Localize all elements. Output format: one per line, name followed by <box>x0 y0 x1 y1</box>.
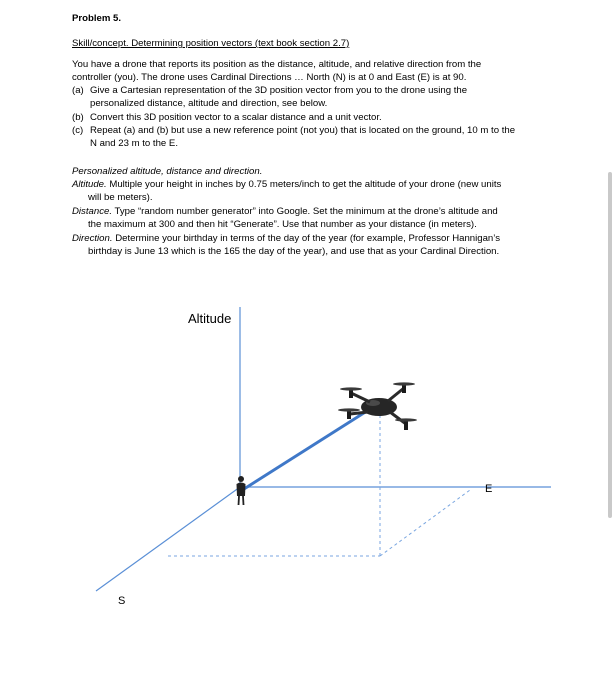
task-c-line-2: N and 23 m to the E. <box>90 138 178 149</box>
altitude-text-1: Multiple your height in inches by 0.75 meters/inch to get the altitude of your drone (new units <box>106 179 502 190</box>
altitude-label: Altitude. <box>72 179 107 190</box>
altitude-axis-label: Altitude <box>188 311 232 326</box>
distance-text-1: Type “random number generator” into Google. Set the minimum at the drone’s altitude and <box>112 206 498 217</box>
direction-text-1: Determine your birthday in terms of the day of the year (for example, Professor Hannigan’s <box>112 233 501 244</box>
task-c-line-1: Repeat (a) and (b) but use a new reference point (not you) that is located on the ground, 10 m to the <box>90 125 516 136</box>
task-a-line-1: Give a Cartesian representation of the 3D position vector from you to the drone using the <box>90 85 468 96</box>
distance-text-2: the maximum at 300 and then hit “Generate”. Use that number as your distance (in meters). <box>88 219 477 230</box>
intro-line-2: controller (you). The drone uses Cardinal Directions … North (N) is at 0 and East (E) is at 90. <box>72 72 467 83</box>
personalized-heading: Personalized altitude, distance and direction. <box>72 166 263 177</box>
direction-label: Direction. <box>72 233 113 244</box>
direction-text-2: birthday is June 13 which is the 165 the day of the year), and use that as your Cardinal Direction. <box>88 246 500 257</box>
task-c-marker: (c) <box>72 125 84 136</box>
task-a-line-2: personalized distance, altitude and direction, see below. <box>90 98 328 109</box>
position-vector <box>244 404 378 489</box>
intro-line-1: You have a drone that reports its position as the distance, altitude, and relative direction from the <box>72 59 482 70</box>
task-a-marker: (a) <box>72 85 84 96</box>
distance-label: Distance. <box>72 206 112 217</box>
skill-concept-line: Skill/concept. Determining position vectors (text book section 2.7) <box>72 38 350 49</box>
east-axis-label: E <box>485 483 493 495</box>
south-axis-label: S <box>118 595 126 607</box>
altitude-text-2: will be meters). <box>88 192 153 203</box>
problem-title: Problem 5. <box>72 13 122 24</box>
vertical-scrollbar[interactable] <box>608 172 612 518</box>
person-icon <box>237 476 246 505</box>
task-b-line-1: Convert this 3D position vector to a scalar distance and a unit vector. <box>90 112 382 123</box>
task-b-marker: (b) <box>72 112 84 123</box>
south-axis <box>96 487 240 591</box>
east-offset-projection <box>380 490 470 556</box>
